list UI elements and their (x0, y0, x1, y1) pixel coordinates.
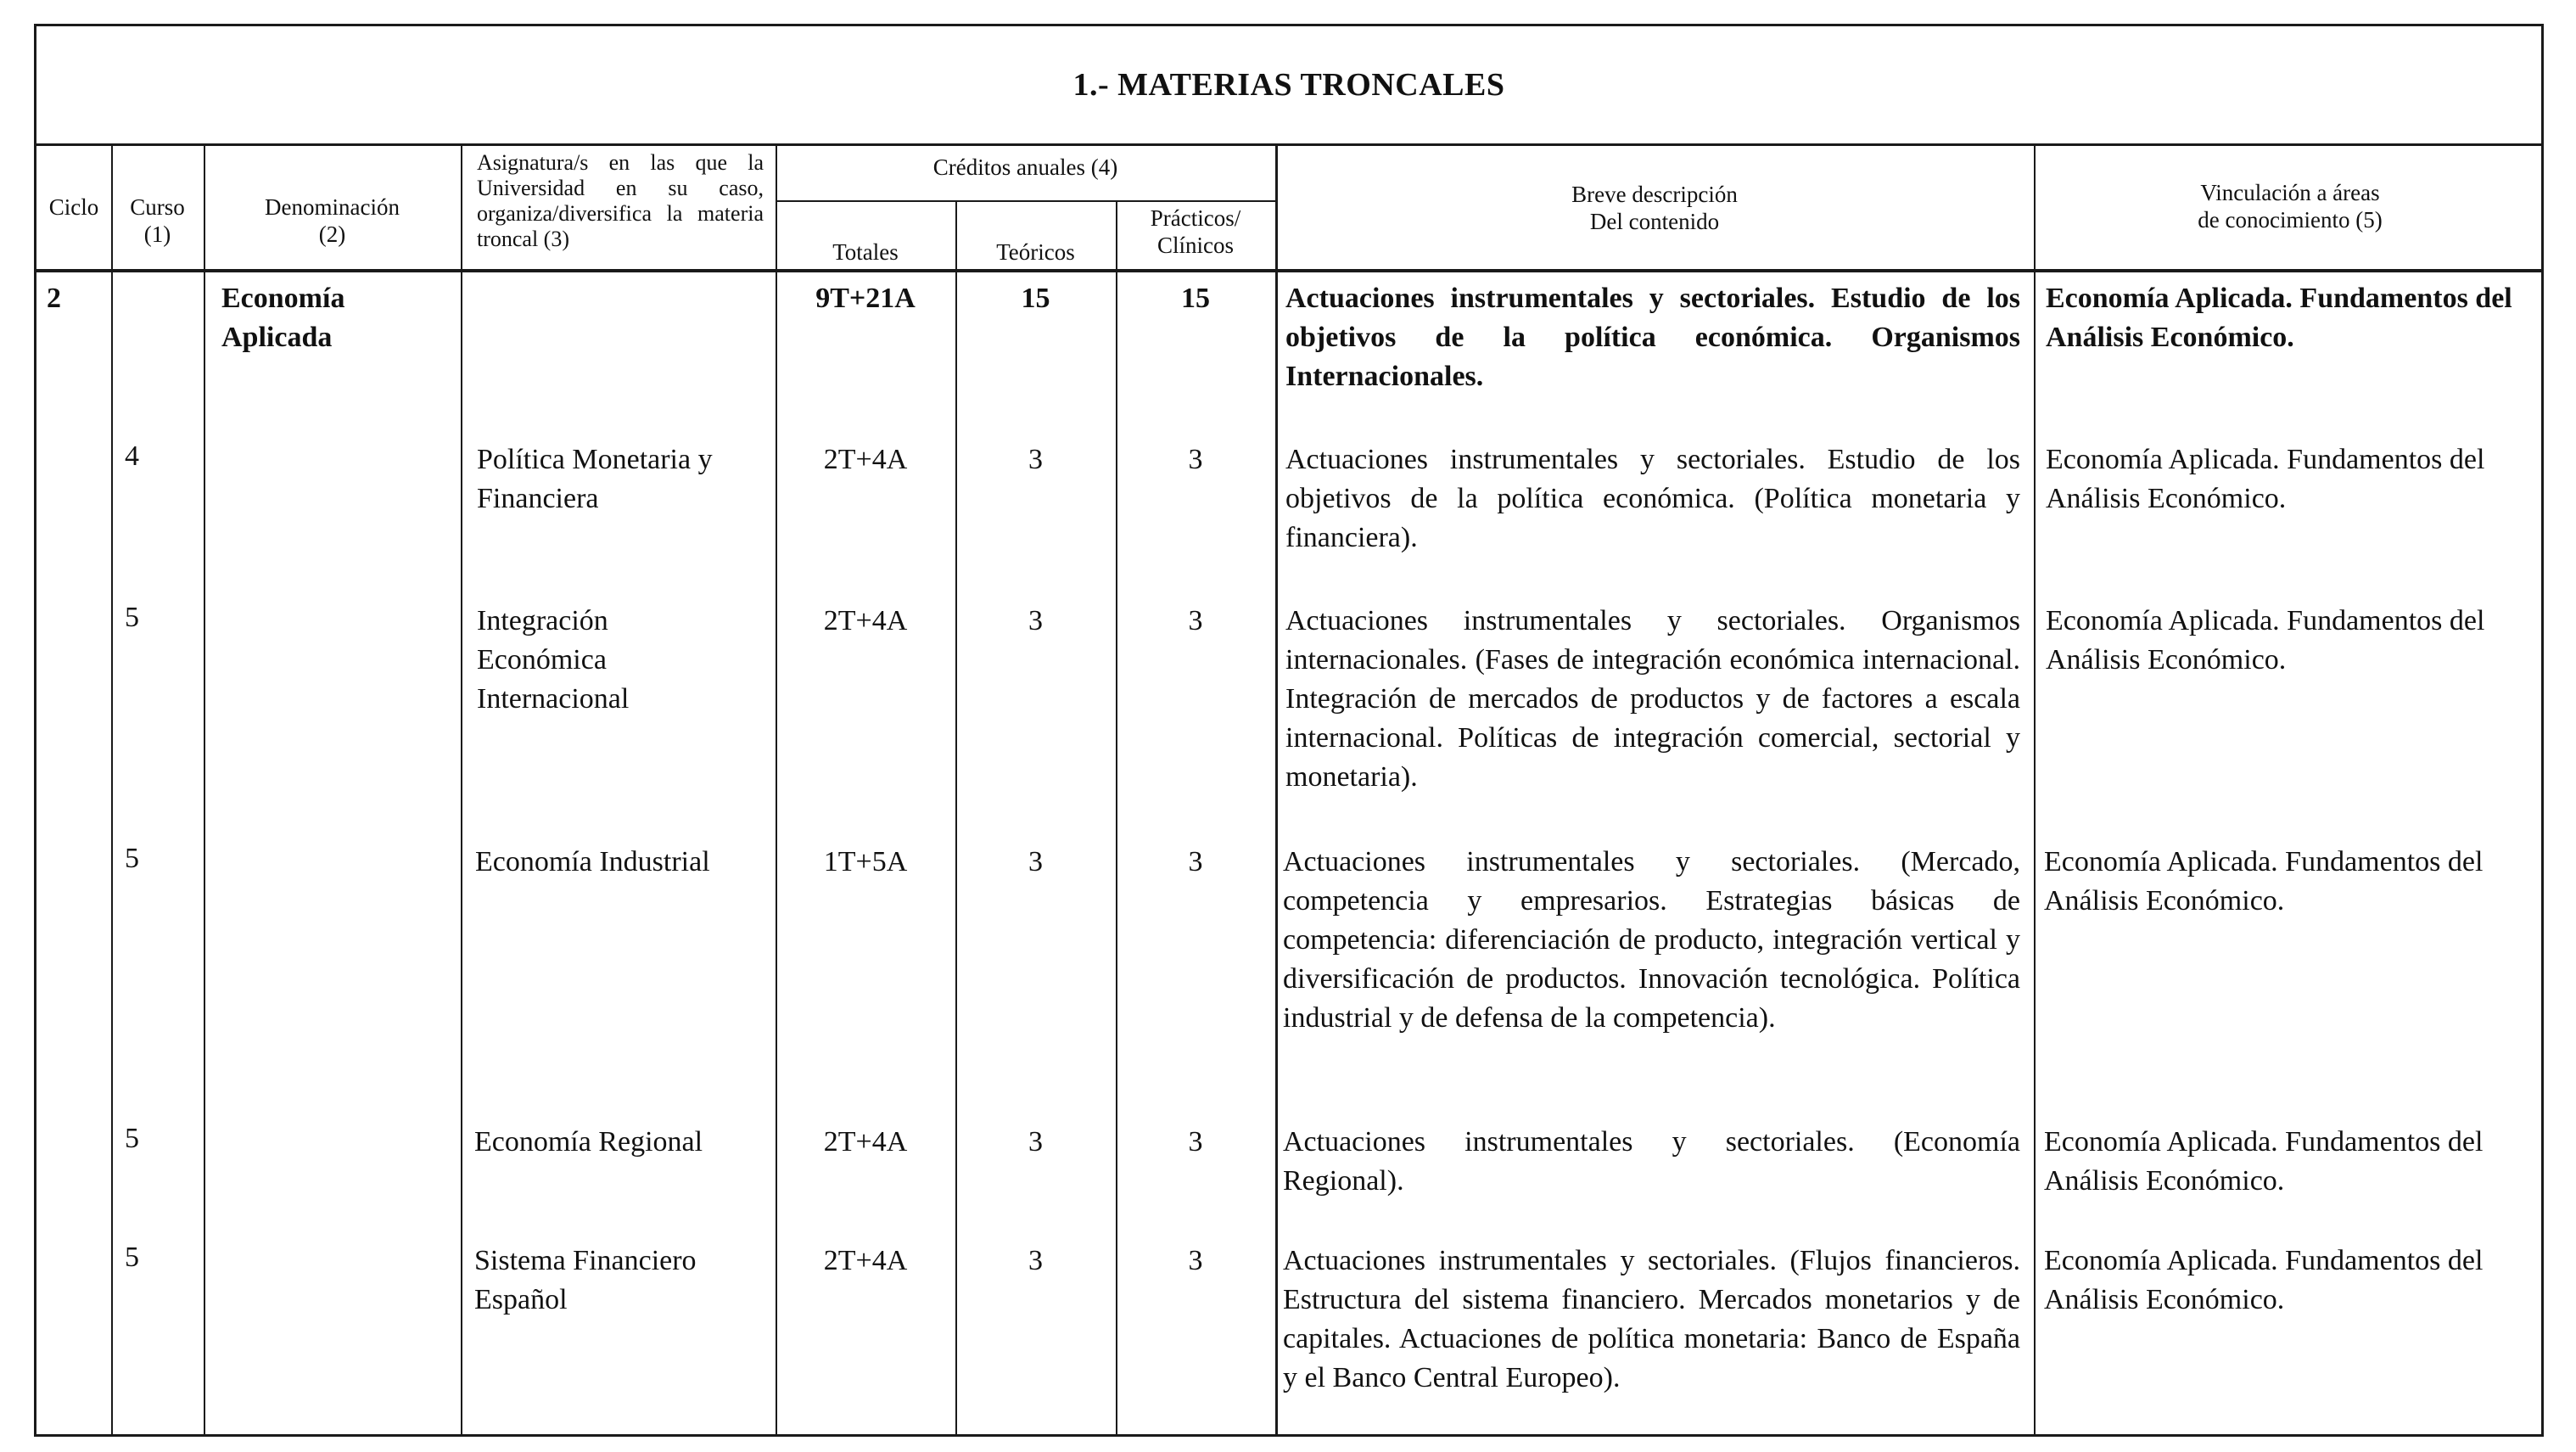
header-bottom-rule (36, 269, 2541, 272)
main-ciclo: 2 (47, 283, 61, 314)
main-vinculacion: Economía Aplicada. Fundamentos del Análisis Económico. (2046, 283, 2512, 353)
row-2-teoricos: 3 (1028, 605, 1043, 636)
row-2-practicos: 3 (1188, 605, 1203, 636)
row-3-totales: 1T+5A (823, 846, 908, 877)
header-denominacion: Denominación (2) (265, 194, 400, 247)
row-3-teoricos: 3 (1028, 846, 1043, 877)
materias-troncales-table (34, 24, 2544, 1437)
row-3-asignatura: Economía Industrial (475, 846, 710, 877)
header-ciclo: Ciclo (48, 194, 99, 220)
row-2-asignatura: Integración Económica Internacional (477, 605, 630, 715)
row-4-practicos: 3 (1188, 1126, 1203, 1158)
main-teoricos: 15 (1021, 283, 1050, 314)
header-teoricos: Teóricos (996, 239, 1075, 265)
header-asignatura: Asignatura/s en las que la Universidad en su caso, organiza/diversifica la materia troncal (3) (477, 150, 764, 251)
row-1-teoricos: 3 (1028, 444, 1043, 475)
row-1-totales: 2T+4A (823, 444, 908, 475)
row-1-descripcion: Actuaciones instrumentales y sectoriales. Estudio de los objetivos de la política económica. (Política monetaria y financiera). (1285, 444, 2020, 553)
row-1-asignatura: Política Monetaria y Financiera (477, 444, 713, 514)
col-divider-curso (204, 143, 205, 1437)
row-4-asignatura: Economía Regional (474, 1126, 703, 1158)
col-divider-ciclo (111, 143, 113, 1437)
table-title: 1.- MATERIAS TRONCALES (36, 26, 2541, 146)
row-4-descripcion: Actuaciones instrumentales y sectoriales. (Economía Regional). (1283, 1126, 2020, 1197)
row-5-practicos: 3 (1188, 1245, 1203, 1276)
main-denominacion: Economía Aplicada (221, 283, 345, 353)
row-2-curso: 5 (125, 602, 139, 633)
main-descripcion: Actuaciones instrumentales y sectoriales. Estudio de los objetivos de la política económica. Organismos Internacionales. (1285, 283, 2020, 392)
row-4-teoricos: 3 (1028, 1126, 1043, 1158)
col-divider-denominacion (461, 143, 462, 1437)
col-divider-descripcion (2034, 143, 2036, 1437)
row-2-descripcion: Actuaciones instrumentales y sectoriales. Organismos internacionales. (Fases de integración económica internacional. Integración de mercados de productos y de factores a escala internacional. Políticas de integración comercial, sectorial y monetaria). (1285, 605, 2020, 793)
header-curso: Curso (1) (130, 194, 185, 247)
header-creditos: Créditos anuales (4) (932, 154, 1118, 180)
header-vinculacion: Vinculación a áreas de conocimiento (5) (2198, 180, 2383, 233)
row-1-curso: 4 (125, 440, 139, 472)
row-4-totales: 2T+4A (823, 1126, 908, 1158)
row-2-totales: 2T+4A (823, 605, 908, 636)
row-3-practicos: 3 (1188, 846, 1203, 877)
row-1-practicos: 3 (1188, 444, 1203, 475)
creditos-divider (776, 200, 1275, 202)
row-5-asignatura: Sistema Financiero Español (474, 1245, 697, 1315)
row-5-vinculacion: Economía Aplicada. Fundamentos del Análisis Económico. (2044, 1245, 2484, 1315)
row-5-totales: 2T+4A (823, 1245, 908, 1276)
row-3-vinculacion: Economía Aplicada. Fundamentos del Análisis Económico. (2044, 846, 2484, 917)
main-practicos: 15 (1181, 283, 1210, 314)
row-1-vinculacion: Economía Aplicada. Fundamentos del Análisis Económico. (2046, 444, 2485, 514)
row-5-teoricos: 3 (1028, 1245, 1043, 1276)
row-3-curso: 5 (125, 843, 139, 874)
row-5-curso: 5 (125, 1242, 139, 1273)
row-5-descripcion: Actuaciones instrumentales y sectoriales. (Flujos financieros. Estructura del sistema financiero. Mercados monetarios y de capitales. Actuaciones de política monetaria: Banco de España y el Banco Central Europeo). (1283, 1245, 2020, 1393)
row-3-descripcion: Actuaciones instrumentales y sectoriales. (Mercado, competencia y empresarios. Estrategias básicas de competencia: diferenciación de producto, integración vertical y diversificación de productos. Innovación tecnológica. Política industrial y de defensa de la competencia). (1283, 846, 2020, 1034)
header-practicos: Prácticos/ Clínicos (1150, 205, 1241, 258)
col-divider-practicos (1275, 143, 1278, 1437)
row-4-curso: 5 (125, 1123, 139, 1154)
header-totales: Totales (832, 239, 899, 265)
row-4-vinculacion: Economía Aplicada. Fundamentos del Análisis Económico. (2044, 1126, 2484, 1197)
row-2-vinculacion: Economía Aplicada. Fundamentos del Análisis Económico. (2046, 605, 2485, 676)
main-totales: 9T+21A (815, 283, 916, 314)
header-descripcion: Breve descripción Del contenido (1571, 182, 1738, 234)
